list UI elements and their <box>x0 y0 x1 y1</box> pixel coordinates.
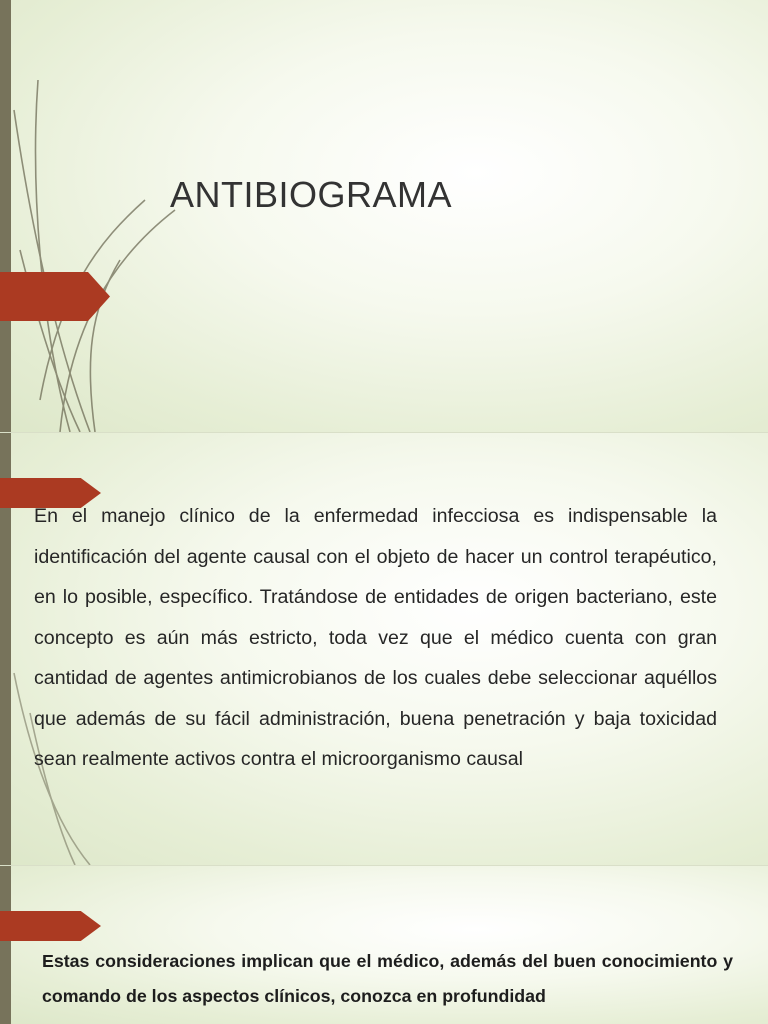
swirl-decoration <box>0 0 200 432</box>
slide-title-text: ANTIBIOGRAMA <box>170 174 453 215</box>
slide-body <box>0 433 768 865</box>
slide-body-paragraph: En el manejo clínico de la enfermedad infecciosa es indispensable la identificación del agente causal con el objeto de hacer un control terapéutico, en lo posible, específico. Tratándose de entidades de origen bacteriano, este concepto es aún más estricto, toda vez que el médico cuenta con gran cantidad de agentes antimicrobianos de los cuales debe seleccionar aquéllos que además de su fácil administración, buena penetración y baja toxicidad sean realmente activos contra el microorganismo causal <box>34 505 717 770</box>
slide-body <box>0 866 768 1024</box>
slide-title <box>0 0 768 432</box>
slide-accent-tab <box>0 911 101 941</box>
slide-accent-tab <box>0 272 110 321</box>
slide-body-paragraph: Estas consideraciones implican que el médico, además del buen conocimiento y comando de los aspectos clínicos, conozca en profundidad <box>42 951 733 1006</box>
slide-left-bar <box>0 866 11 1024</box>
